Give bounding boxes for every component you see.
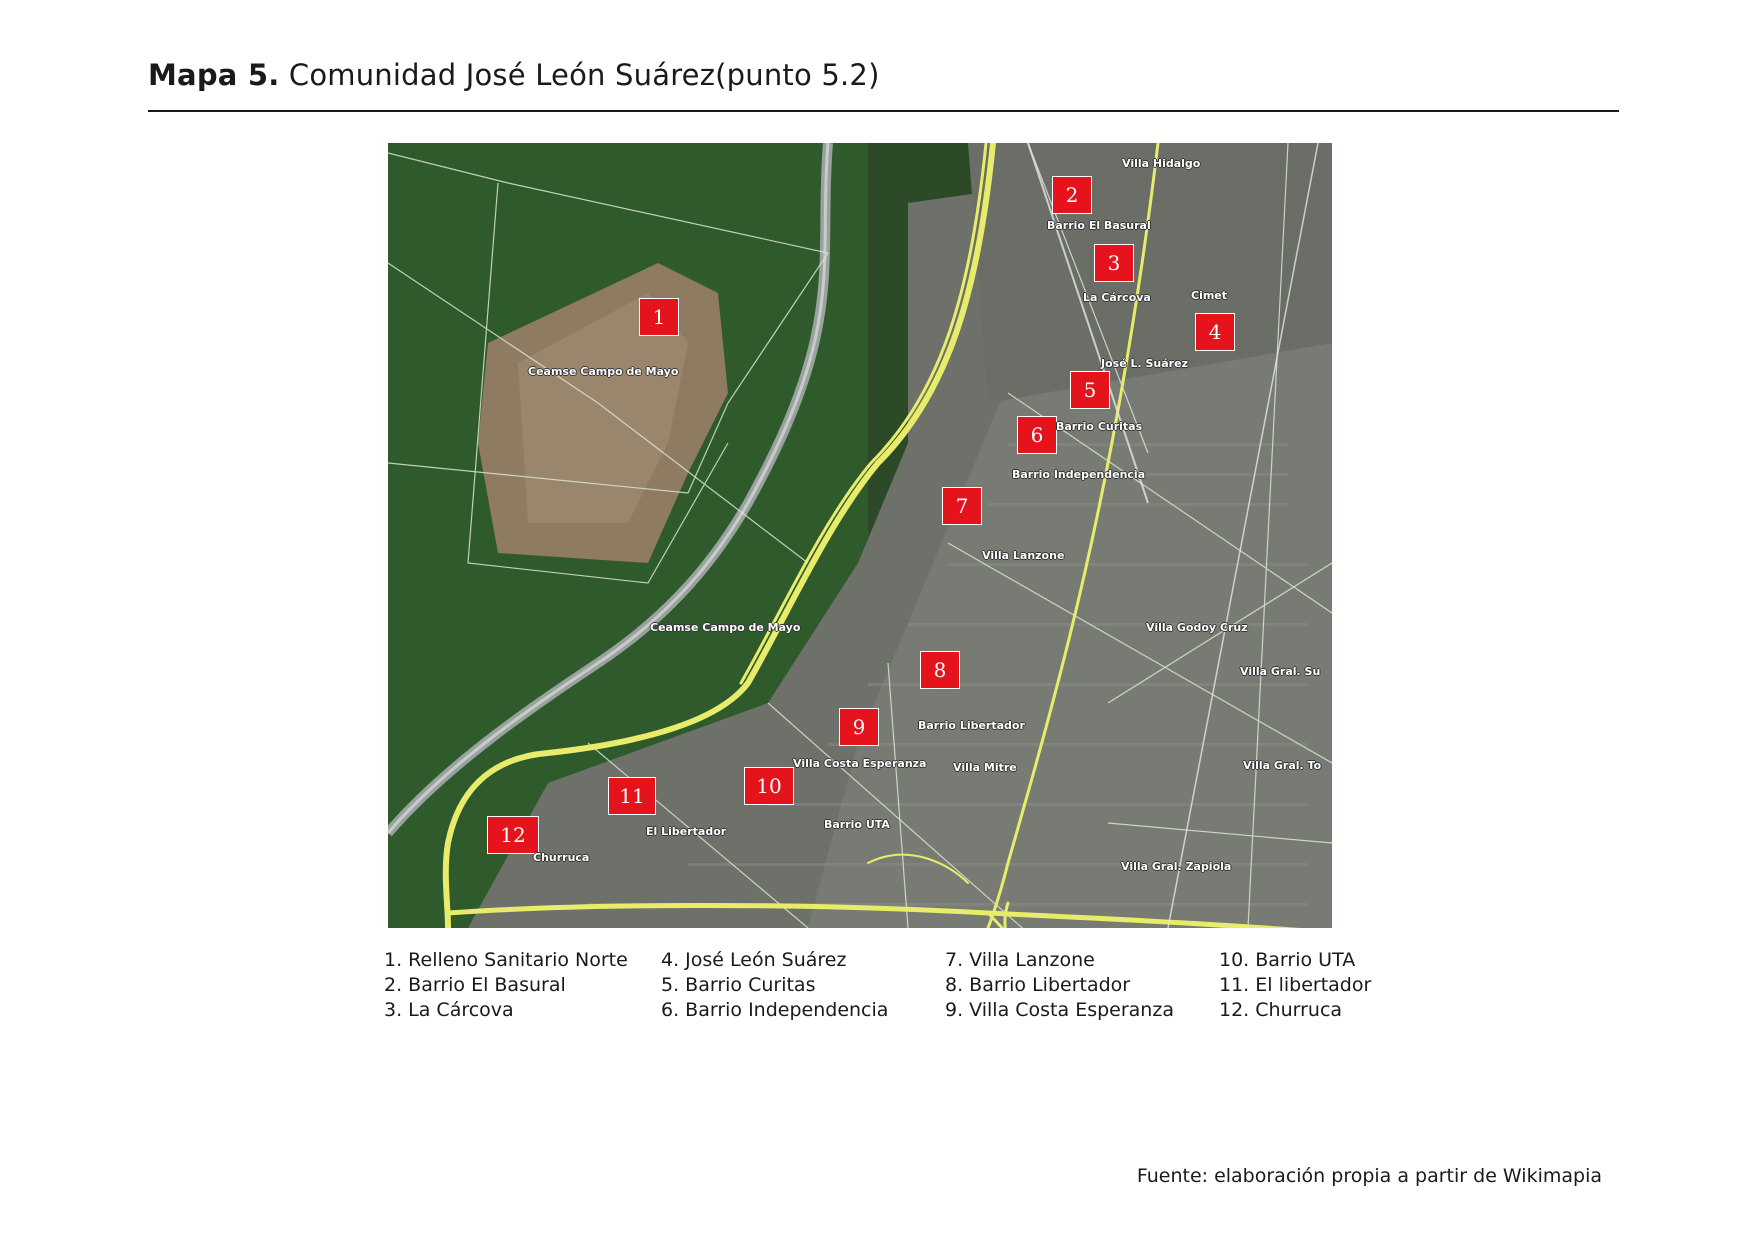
map-background [388, 143, 1332, 928]
map-marker-1[interactable]: 1 [639, 298, 679, 336]
legend-item: 4. José León Suárez [661, 949, 847, 971]
map-marker-8[interactable]: 8 [920, 651, 960, 689]
map-marker-12[interactable]: 12 [487, 816, 539, 854]
place-label: Ceamse Campo de Mayo [650, 621, 801, 634]
place-label: Ceamse Campo de Mayo [528, 365, 679, 378]
place-label: Barrio UTA [824, 818, 890, 831]
place-label: José L. Suárez [1101, 357, 1188, 370]
map-marker-10[interactable]: 10 [744, 767, 794, 805]
place-label: La Cárcova [1083, 291, 1151, 304]
map-marker-2[interactable]: 2 [1052, 176, 1092, 214]
legend-item: 11. El libertador [1219, 974, 1372, 996]
legend-item: 7. Villa Lanzone [945, 949, 1095, 971]
legend-col-1 [384, 948, 628, 1023]
map-marker-9[interactable]: 9 [839, 708, 879, 746]
legend-col-3 [945, 948, 1174, 1023]
place-label: Villa Gral. Zapiola [1121, 860, 1232, 873]
map-marker-4[interactable]: 4 [1195, 313, 1235, 351]
satellite-map[interactable] [388, 143, 1332, 928]
source-note: Fuente: elaboración propia a partir de Wikimapia [1136, 1165, 1602, 1187]
place-label: Barrio Independencia [1012, 468, 1146, 481]
place-label: Barrio Libertador [918, 719, 1025, 732]
legend-item: 8. Barrio Libertador [945, 974, 1131, 996]
title-divider [148, 110, 1619, 112]
legend-item: 6. Barrio Independencia [661, 999, 889, 1021]
place-label: Barrio Curitas [1056, 420, 1143, 433]
place-label: Churruca [533, 851, 590, 864]
legend-col-2 [661, 948, 888, 1023]
legend-col-4 [1219, 948, 1371, 1023]
map-marker-11[interactable]: 11 [608, 777, 656, 815]
place-label: Villa Lanzone [982, 549, 1065, 562]
place-label: Villa Hidalgo [1122, 157, 1201, 170]
map-marker-5[interactable]: 5 [1070, 371, 1110, 409]
map-title-number: Mapa 5. [148, 58, 280, 92]
map-marker-3[interactable]: 3 [1094, 244, 1134, 282]
legend-item: 5. Barrio Curitas [661, 974, 816, 996]
legend-item: 1. Relleno Sanitario Norte [384, 949, 628, 971]
map-title-text: Comunidad José León Suárez(punto 5.2) [279, 58, 880, 92]
place-label: Villa Costa Esperanza [793, 757, 927, 770]
place-label: Cimet [1191, 289, 1228, 302]
place-label: Villa Gral. To [1243, 759, 1322, 772]
legend-item: 2. Barrio El Basural [384, 974, 566, 996]
legend-item: 9. Villa Costa Esperanza [945, 999, 1174, 1021]
place-label: Villa Godoy Cruz [1146, 621, 1248, 634]
map-title [148, 58, 880, 92]
map-marker-7[interactable]: 7 [942, 487, 982, 525]
legend-item: 3. La Cárcova [384, 999, 514, 1021]
place-label: Barrio El Basural [1047, 219, 1151, 232]
map-marker-6[interactable]: 6 [1017, 416, 1057, 454]
legend-item: 10. Barrio UTA [1219, 949, 1356, 971]
legend-item: 12. Churruca [1219, 999, 1343, 1021]
place-label: El Libertador [646, 825, 727, 838]
place-label: Villa Mitre [953, 761, 1017, 774]
place-label: Villa Gral. Su [1240, 665, 1321, 678]
